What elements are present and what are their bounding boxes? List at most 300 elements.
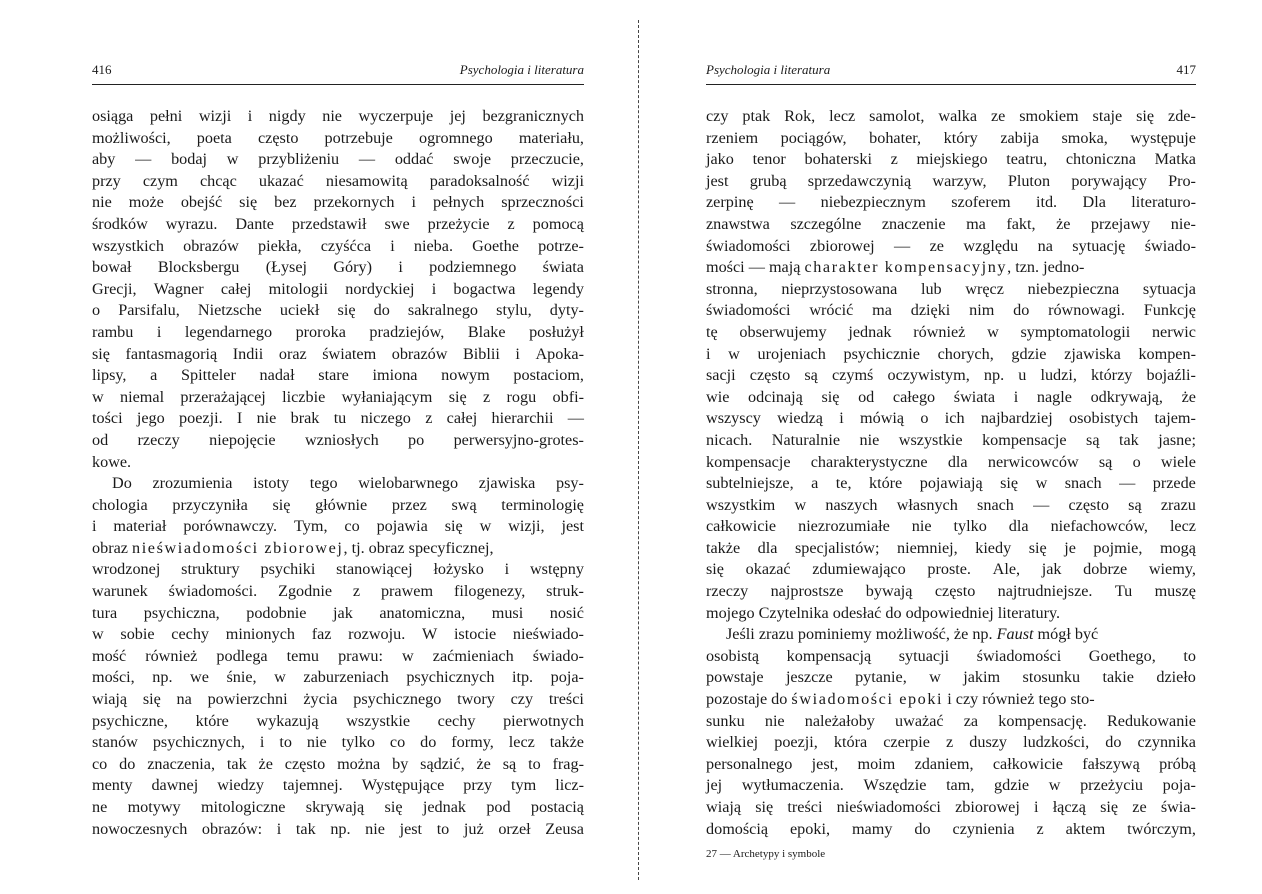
word: bohaterski bbox=[804, 150, 872, 169]
word: zbiorowej bbox=[955, 798, 1020, 816]
emphasized-term: charakter kompensacyjny bbox=[804, 258, 1008, 277]
word: i bbox=[1013, 387, 1019, 406]
word: hierarchii bbox=[491, 409, 554, 428]
word: Tu bbox=[1114, 582, 1133, 601]
word: pomocą bbox=[532, 214, 584, 233]
word: stare bbox=[318, 366, 349, 385]
word: sytuacji bbox=[898, 646, 950, 665]
word: rzeczy bbox=[137, 430, 180, 449]
word: tenor bbox=[752, 150, 786, 169]
word: liczbie bbox=[282, 387, 326, 406]
word: w bbox=[1048, 776, 1061, 795]
word: lecz bbox=[1169, 517, 1196, 536]
word: i bbox=[390, 236, 395, 255]
line-text-end: mógł być bbox=[1033, 625, 1099, 644]
word: materiału, bbox=[518, 128, 584, 147]
text-line bbox=[92, 257, 584, 279]
word: pojawia bbox=[376, 517, 428, 536]
text-line bbox=[706, 452, 1196, 474]
word: za bbox=[963, 711, 979, 730]
word: tego bbox=[309, 474, 338, 493]
word: fakt, bbox=[1006, 214, 1036, 233]
word: posłużył bbox=[529, 322, 584, 341]
word: pradziejów, bbox=[369, 322, 445, 341]
word: nim bbox=[969, 301, 995, 320]
word: lecz bbox=[508, 733, 535, 752]
word: Apoka- bbox=[535, 344, 584, 363]
word: specjalistów; bbox=[794, 538, 880, 557]
word: Do bbox=[112, 474, 132, 493]
word: jest bbox=[706, 171, 729, 190]
word: pełnych bbox=[432, 193, 485, 212]
word: by bbox=[392, 754, 409, 773]
text-line bbox=[92, 430, 584, 452]
word: od bbox=[92, 430, 109, 449]
text-line bbox=[92, 775, 584, 797]
word: takie bbox=[1102, 668, 1134, 687]
word: wstępny bbox=[529, 560, 584, 579]
word: miejskiego bbox=[916, 150, 988, 169]
word: duszy bbox=[969, 733, 1008, 752]
word: brak bbox=[290, 409, 320, 428]
line-text: mojego Czytelnika odesłać do odpowiedniej literatury. bbox=[706, 603, 1061, 622]
text-line bbox=[92, 473, 584, 495]
word: wiedzy bbox=[217, 776, 264, 795]
word: nie bbox=[764, 711, 785, 730]
word: ze bbox=[929, 236, 944, 255]
word: to bbox=[279, 733, 292, 752]
word: sunku bbox=[706, 711, 745, 730]
word: niefachowców, bbox=[1050, 517, 1148, 536]
word: jest, bbox=[811, 754, 839, 773]
word: swe bbox=[384, 214, 410, 233]
word: są bbox=[1098, 452, 1113, 471]
word: ma bbox=[872, 301, 892, 320]
word: podobnie bbox=[246, 603, 307, 622]
word: tę bbox=[706, 322, 718, 341]
word: Indii bbox=[232, 344, 264, 363]
word: wyłaniającym bbox=[341, 387, 433, 406]
word: Biblii bbox=[462, 344, 500, 363]
word: obrazów bbox=[183, 236, 239, 255]
word: nerwic bbox=[1151, 322, 1196, 341]
word: w bbox=[92, 625, 104, 644]
word: kompensacje bbox=[982, 430, 1067, 449]
text-line bbox=[92, 559, 584, 581]
word: treści bbox=[548, 690, 584, 709]
text-line bbox=[706, 581, 1196, 603]
word: do bbox=[1013, 301, 1030, 320]
line-text bbox=[706, 257, 1084, 279]
word: wrodzonej bbox=[92, 560, 161, 579]
word: kompensacją bbox=[786, 646, 872, 665]
word: Wszędzie bbox=[863, 776, 927, 795]
word: się bbox=[755, 798, 774, 816]
word: mogą bbox=[1159, 538, 1196, 557]
word: bogactwa bbox=[453, 279, 516, 298]
word: psychicznych bbox=[406, 668, 495, 687]
right-page-text bbox=[706, 106, 1196, 840]
word: rogu bbox=[506, 387, 537, 406]
word: i bbox=[839, 409, 844, 428]
word: i bbox=[398, 258, 403, 277]
word: nie bbox=[859, 430, 880, 449]
word: sprzeczności bbox=[501, 193, 584, 212]
word: (Łysej bbox=[265, 258, 308, 277]
word: stronna, bbox=[706, 279, 758, 298]
word: się bbox=[272, 495, 291, 514]
word: występuje bbox=[1130, 128, 1196, 147]
word: i bbox=[431, 279, 437, 298]
word: nie- bbox=[1170, 214, 1196, 233]
text-line bbox=[92, 214, 584, 236]
word: z bbox=[483, 387, 491, 406]
word: jest bbox=[561, 517, 584, 536]
word: próbą bbox=[1159, 754, 1196, 773]
word: nosić bbox=[549, 603, 584, 622]
word: Matka bbox=[1154, 150, 1196, 169]
word: obrazów bbox=[391, 344, 448, 363]
word: sądzić, bbox=[420, 754, 465, 773]
text-line bbox=[92, 365, 584, 387]
word: zabija bbox=[1000, 128, 1039, 147]
word: do bbox=[119, 754, 136, 773]
word: nie bbox=[306, 733, 327, 752]
word: kompensacje bbox=[706, 452, 791, 471]
word: domością bbox=[706, 819, 769, 838]
word: po bbox=[408, 430, 425, 449]
word: twory bbox=[457, 690, 495, 709]
word: fantasmagorią bbox=[125, 344, 218, 363]
word: tak bbox=[295, 819, 316, 838]
word: mitologii bbox=[268, 279, 329, 298]
word: że bbox=[258, 754, 273, 773]
text-line bbox=[92, 171, 584, 193]
word: bował bbox=[92, 258, 132, 277]
word: zaburzeniach bbox=[303, 668, 389, 687]
word: treści bbox=[787, 798, 823, 816]
word: do bbox=[1105, 733, 1122, 752]
word: snach bbox=[977, 495, 1014, 514]
word: oddać bbox=[394, 150, 434, 169]
word: wszystkich bbox=[92, 236, 164, 255]
word: lecz bbox=[829, 107, 856, 125]
word: to bbox=[1183, 646, 1196, 665]
word: np. bbox=[152, 668, 173, 687]
word: stanowiącej bbox=[336, 560, 413, 579]
text-line bbox=[706, 128, 1196, 150]
line-text bbox=[706, 689, 1095, 711]
word: całkowicie bbox=[706, 517, 777, 536]
word: szczególne bbox=[790, 214, 862, 233]
left-running-title: Psychologia i literatura bbox=[459, 62, 584, 77]
word: jak bbox=[1041, 560, 1062, 579]
word: często bbox=[257, 128, 299, 147]
word: proroka bbox=[295, 322, 346, 341]
text-line bbox=[706, 754, 1196, 776]
word: imiona bbox=[372, 366, 418, 385]
text-line bbox=[706, 430, 1196, 452]
word: wie bbox=[706, 387, 730, 406]
word: odcinają bbox=[748, 387, 803, 406]
text-line bbox=[706, 473, 1196, 495]
word: zjawiska bbox=[1064, 344, 1121, 363]
word: są bbox=[1086, 430, 1100, 449]
word: zrazu bbox=[1160, 495, 1196, 514]
word: przede bbox=[1152, 474, 1196, 493]
word: samolot, bbox=[869, 107, 925, 125]
word: dawnej bbox=[151, 776, 199, 795]
word: wiele bbox=[1160, 452, 1196, 471]
word: tylko bbox=[953, 517, 987, 536]
word: Wagner bbox=[153, 279, 204, 298]
word: porywający bbox=[1071, 171, 1147, 190]
word: wyrazu. bbox=[165, 214, 218, 233]
word: przejawy bbox=[1090, 214, 1151, 233]
text-line bbox=[92, 344, 584, 366]
word: licz- bbox=[555, 776, 584, 795]
word: śnie, bbox=[226, 668, 257, 687]
word: nicach. bbox=[706, 430, 753, 449]
word: świadomości bbox=[706, 236, 791, 255]
word: smokiem bbox=[1019, 107, 1079, 125]
word: wiają bbox=[92, 690, 128, 709]
text-line bbox=[92, 279, 584, 301]
word: czynienia bbox=[952, 819, 1015, 838]
text-line bbox=[706, 192, 1196, 214]
word: i bbox=[1034, 798, 1039, 816]
word: ptak bbox=[742, 107, 771, 125]
word: np. bbox=[983, 366, 1005, 385]
word: paradoksalność bbox=[429, 171, 530, 190]
word: a bbox=[150, 366, 158, 385]
emphasized-term: świadomości epoki bbox=[791, 690, 944, 709]
word: orzeł bbox=[498, 819, 531, 838]
word: całej bbox=[446, 409, 478, 428]
word: pierwotnych bbox=[503, 711, 584, 730]
word: że bbox=[1181, 387, 1196, 406]
word: ze bbox=[1132, 798, 1147, 816]
word: teatru, bbox=[1006, 150, 1048, 169]
word: mamy bbox=[851, 819, 893, 838]
word: ogromnego bbox=[418, 128, 493, 147]
word: — bbox=[1033, 495, 1050, 514]
word: wszystkie bbox=[898, 430, 963, 449]
word: ma bbox=[966, 214, 986, 233]
word: cechy bbox=[171, 625, 210, 644]
word: poezji, bbox=[774, 733, 818, 752]
word: które bbox=[868, 474, 903, 493]
word: jeszcze bbox=[785, 668, 833, 687]
word: proste. bbox=[927, 560, 971, 579]
word: aby bbox=[92, 150, 116, 169]
word: postacią bbox=[530, 798, 584, 816]
word: lub bbox=[920, 279, 942, 298]
word: się bbox=[1100, 798, 1119, 816]
word: wszyscy bbox=[706, 409, 761, 428]
word: psychicznie bbox=[843, 344, 920, 363]
word: kompensację. bbox=[998, 711, 1087, 730]
word: wizji bbox=[551, 171, 584, 190]
word: osiąga bbox=[92, 107, 134, 125]
line-text-start: Jeśli zrazu pominiemy możliwość, że np. bbox=[726, 625, 997, 644]
text-line bbox=[92, 603, 584, 625]
word: wzniosłych bbox=[304, 430, 379, 449]
word: równowagi. bbox=[1048, 301, 1125, 320]
word: sytuacja bbox=[1142, 279, 1196, 298]
word: świa- bbox=[1160, 798, 1196, 816]
text-line bbox=[706, 624, 1196, 646]
word: jakim bbox=[963, 668, 1001, 687]
word: wrócić bbox=[809, 301, 854, 320]
word: rzeczy bbox=[706, 582, 749, 601]
word: nowym bbox=[441, 366, 490, 385]
word: są bbox=[502, 754, 517, 773]
word: w bbox=[929, 668, 941, 687]
word: stanów bbox=[92, 733, 138, 752]
word: dobrze bbox=[1083, 560, 1128, 579]
word: rambu bbox=[92, 322, 134, 341]
word: tym bbox=[511, 776, 537, 795]
text-line bbox=[92, 408, 584, 430]
word: o bbox=[92, 301, 101, 320]
text-line bbox=[706, 667, 1196, 689]
word: wykazują bbox=[256, 711, 319, 730]
word: Naturalnie bbox=[771, 430, 841, 449]
word: Blocksbergu bbox=[157, 258, 240, 277]
right-running-title: Psychologia i literatura bbox=[706, 62, 831, 77]
word: bohater, bbox=[869, 128, 922, 147]
word: przekornych bbox=[313, 193, 395, 212]
word: symptomatologii bbox=[1020, 322, 1131, 341]
word: to bbox=[528, 754, 541, 773]
word: np. bbox=[330, 819, 351, 838]
word: o bbox=[1132, 452, 1141, 471]
book-gutter bbox=[638, 20, 640, 880]
word: psychiczne, bbox=[92, 711, 168, 730]
word: w bbox=[728, 344, 740, 363]
word: się bbox=[821, 387, 840, 406]
word: znaczenie bbox=[881, 214, 946, 233]
word: nie bbox=[92, 193, 112, 212]
word: te, bbox=[835, 474, 852, 493]
line-text bbox=[726, 624, 1098, 646]
word: walka bbox=[938, 107, 978, 125]
text-line bbox=[706, 387, 1196, 409]
word: kompen- bbox=[1138, 344, 1196, 363]
word: z bbox=[1036, 819, 1044, 838]
word: chtoniczna bbox=[1065, 150, 1136, 169]
word: podziemnego bbox=[429, 258, 517, 277]
left-page-text bbox=[92, 106, 584, 840]
word: chorych, bbox=[937, 344, 994, 363]
text-line bbox=[706, 495, 1196, 517]
word: filogenezy, bbox=[453, 582, 526, 601]
word: nie bbox=[256, 409, 277, 428]
word: znaczenia, bbox=[147, 754, 216, 773]
word: jak bbox=[333, 603, 353, 622]
word: ukazać bbox=[258, 171, 304, 190]
word: która bbox=[833, 733, 868, 752]
word: — bbox=[358, 150, 376, 169]
text-line bbox=[92, 689, 584, 711]
word: fałszywą bbox=[1082, 754, 1140, 773]
word: literaturo- bbox=[1131, 193, 1196, 212]
word: czymś bbox=[831, 366, 874, 385]
text-line bbox=[706, 344, 1196, 366]
word: dyty- bbox=[549, 301, 584, 320]
word: i bbox=[504, 560, 510, 579]
word: życia bbox=[303, 690, 338, 709]
word: wielkiej bbox=[706, 733, 759, 752]
text-line bbox=[706, 516, 1196, 538]
word: stylu, bbox=[496, 301, 532, 320]
word: faz bbox=[311, 625, 332, 644]
word: najprostsze bbox=[770, 582, 844, 601]
word: również bbox=[913, 322, 966, 341]
word: niebezpiecznym bbox=[820, 193, 926, 212]
word: subtelniejsze, bbox=[706, 474, 794, 493]
word: znawstwa bbox=[706, 214, 770, 233]
word: przyczyniła bbox=[172, 495, 248, 514]
word: i bbox=[515, 344, 520, 363]
word: niebezpieczna bbox=[1027, 279, 1120, 298]
word: może bbox=[128, 193, 164, 212]
word: zerpinę bbox=[706, 193, 754, 212]
word: legendarnego bbox=[184, 322, 273, 341]
word: niezrozumiałe bbox=[798, 517, 890, 536]
word: jednak bbox=[848, 322, 892, 341]
word: niepojęcie bbox=[209, 430, 276, 449]
left-page bbox=[92, 62, 584, 840]
word: się bbox=[239, 193, 258, 212]
word: ich bbox=[944, 409, 965, 428]
word: niczego bbox=[360, 409, 411, 428]
word: do bbox=[420, 733, 437, 752]
word: się bbox=[444, 517, 463, 536]
text-line bbox=[706, 732, 1196, 754]
line-text-start: mości — mają bbox=[706, 258, 805, 277]
word: najtrudniejsze. bbox=[997, 582, 1093, 601]
word: uważać bbox=[895, 711, 944, 730]
word: Pro- bbox=[1168, 171, 1196, 190]
word: naszych bbox=[825, 495, 878, 514]
word: gdzie bbox=[1011, 344, 1047, 363]
word: nieprzystosowana bbox=[781, 279, 898, 298]
word: potrzebuje bbox=[324, 128, 393, 147]
word: psychicznych, bbox=[152, 733, 245, 752]
word: świadomości bbox=[706, 301, 791, 320]
page-footer: 27 — Archetypy i symbole bbox=[706, 848, 826, 861]
word: nie bbox=[911, 517, 932, 536]
word: nowoczesnych bbox=[92, 819, 188, 838]
word: grubą bbox=[749, 171, 787, 190]
word: zdaniem, bbox=[914, 754, 974, 773]
word: struktury bbox=[181, 560, 240, 579]
text-line bbox=[92, 192, 584, 214]
word: porównawczy. bbox=[183, 517, 278, 536]
word: w bbox=[226, 150, 239, 169]
word: tak bbox=[226, 754, 247, 773]
text-line bbox=[706, 819, 1196, 841]
text-line bbox=[706, 171, 1196, 193]
word: nordyckiej bbox=[345, 279, 415, 298]
line-text-end: i czy również tego sto- bbox=[943, 690, 1095, 709]
word: wiemy, bbox=[1148, 560, 1196, 579]
word: sakralnego bbox=[407, 301, 479, 320]
word: do bbox=[914, 819, 931, 838]
text-line bbox=[92, 452, 584, 474]
